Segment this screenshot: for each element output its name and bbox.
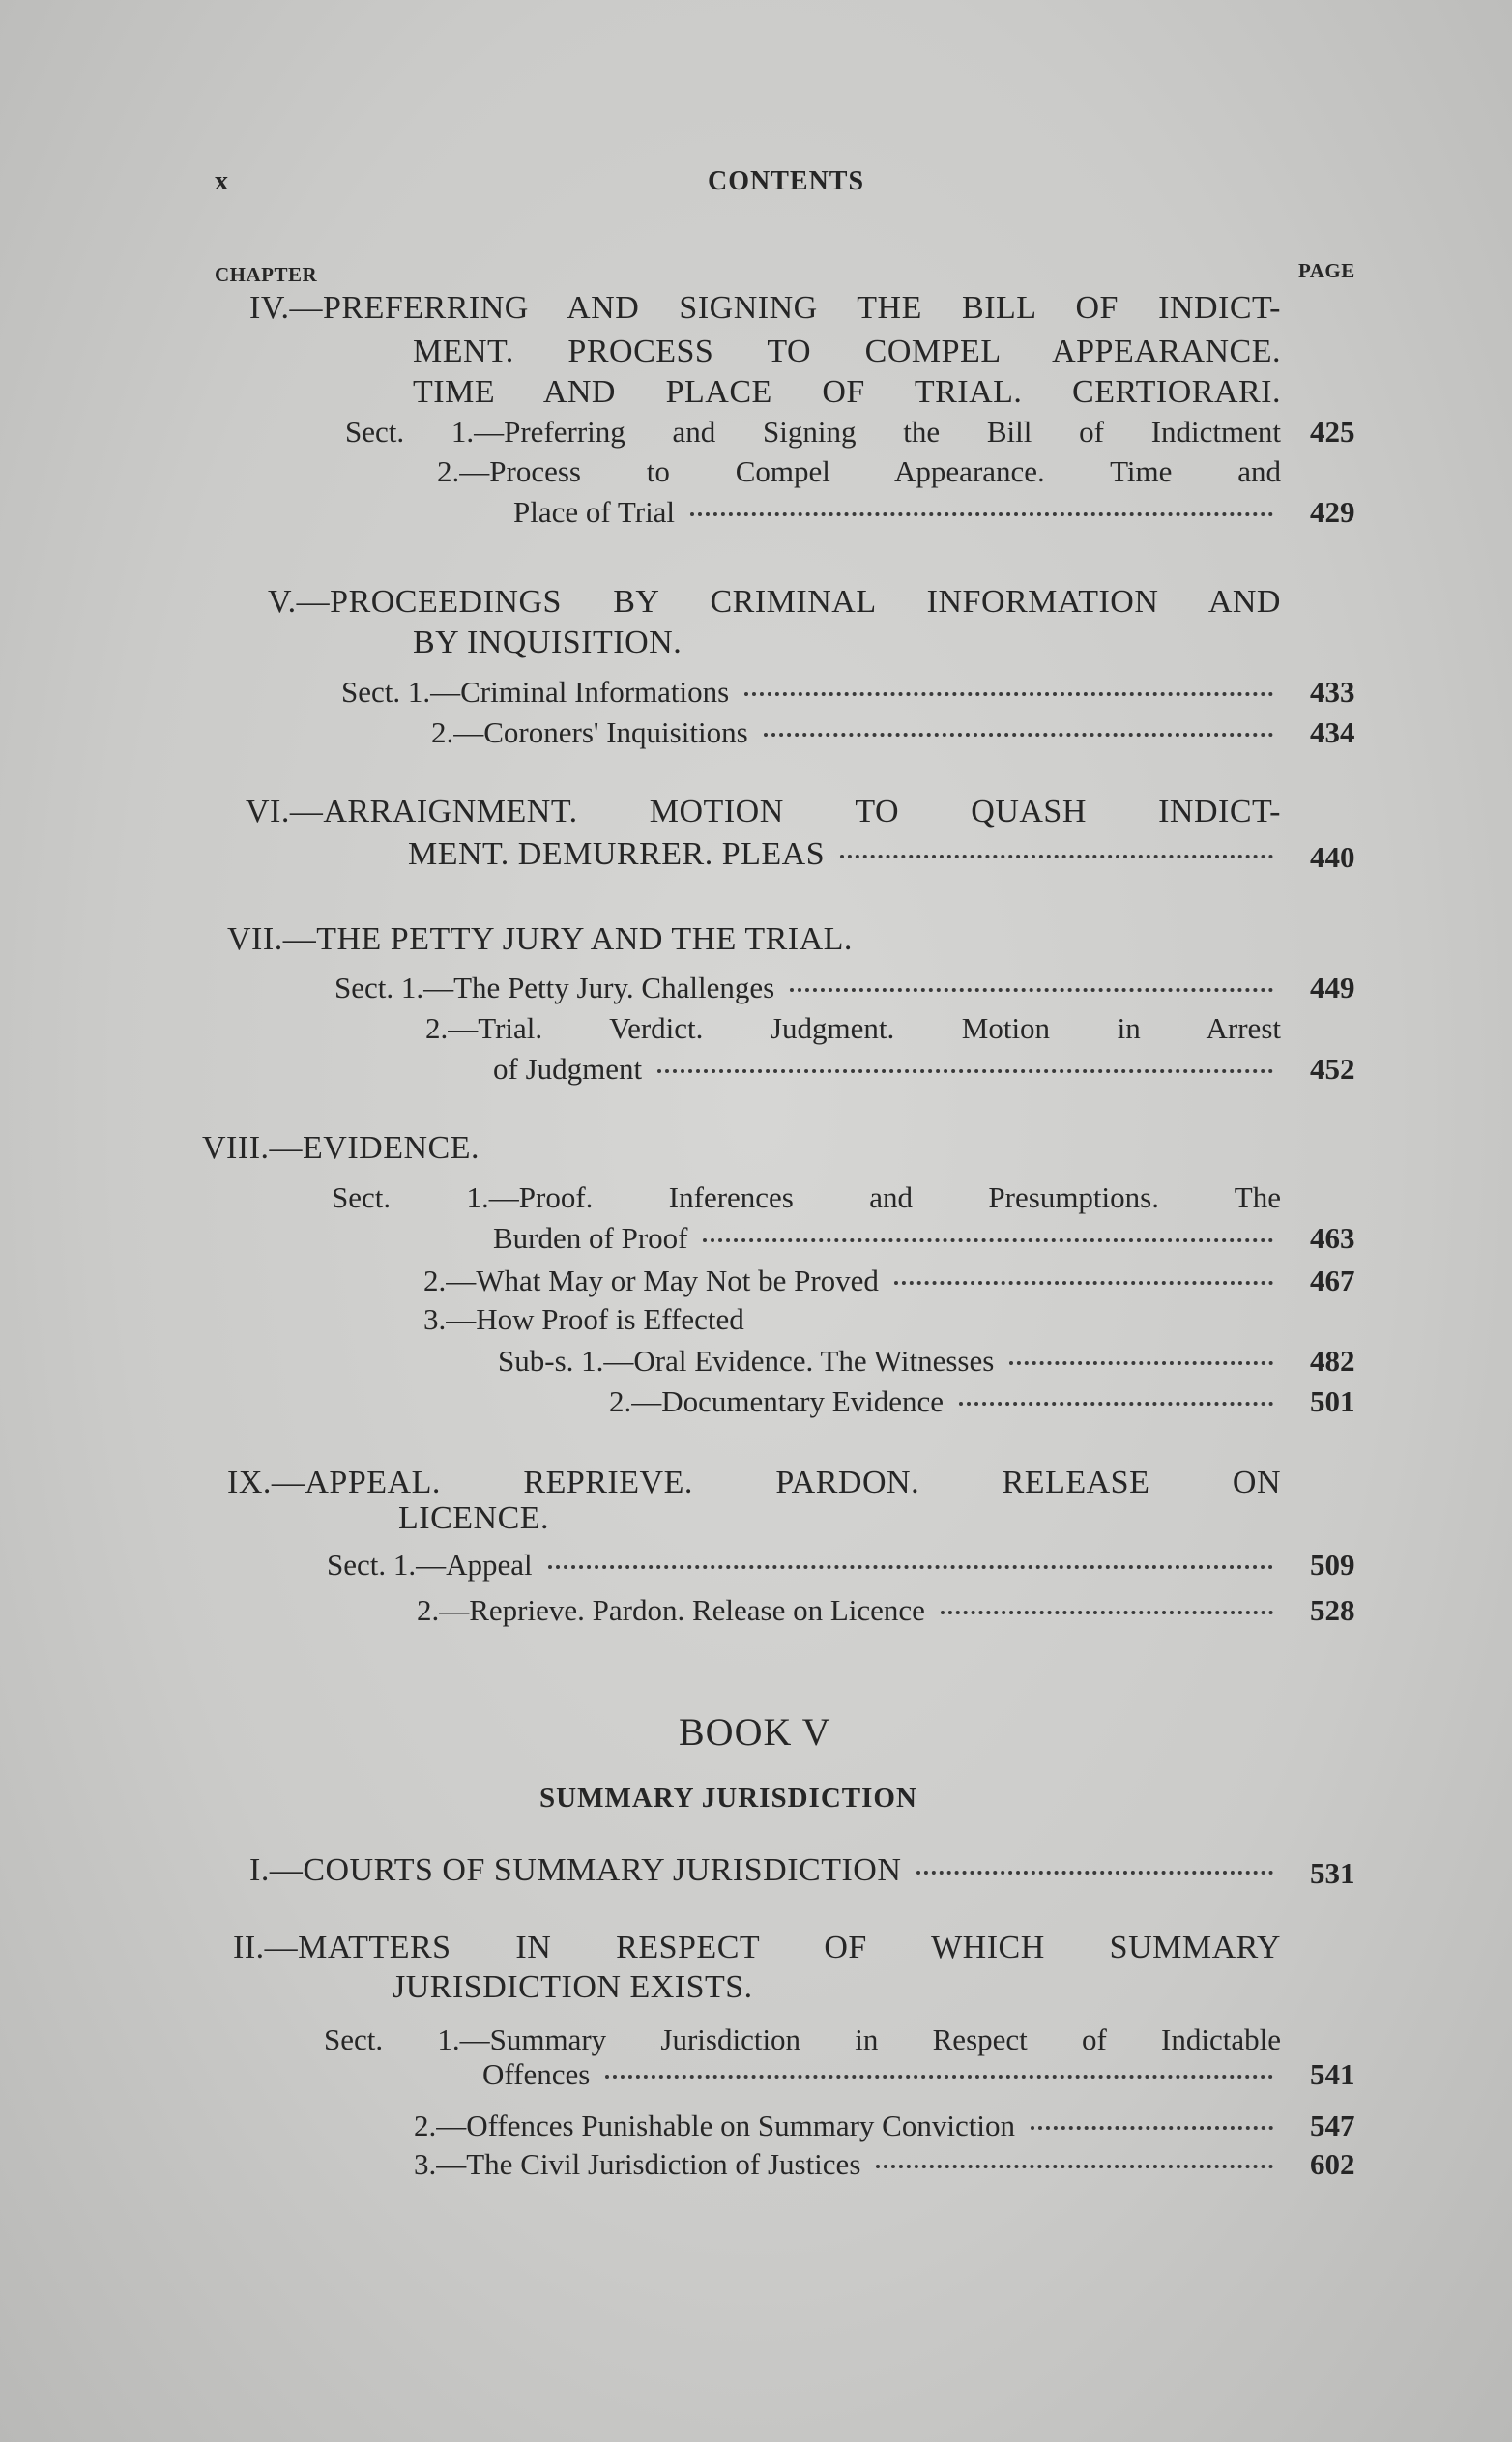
page-column-label: PAGE — [1298, 259, 1355, 282]
toc-page-number: 602 — [1310, 2147, 1355, 2181]
toc-section-line — [324, 2022, 1281, 2057]
toc-page-number: 449 — [1310, 971, 1355, 1004]
leader-dots — [1031, 2126, 1273, 2130]
book-subtitle: SUMMARY JURISDICTION — [539, 1783, 917, 1814]
book-title: BOOK V — [679, 1710, 831, 1754]
leader-dots — [790, 988, 1273, 992]
toc-section-line — [327, 1548, 1281, 1583]
toc-page-number: 434 — [1310, 715, 1355, 749]
toc-section-line — [437, 454, 1281, 489]
toc-entry-text: Offences — [482, 2057, 591, 2091]
leader-dots — [548, 1565, 1273, 1569]
toc-section-line — [493, 1221, 1281, 1256]
leader-dots — [605, 2075, 1273, 2079]
toc-entry-text: Sect. 1.—Proof. Inferences and Presumptions. The — [332, 1180, 1281, 1214]
toc-entry-text: 2.—Reprieve. Pardon. Release on Licence — [417, 1593, 925, 1627]
leader-dots — [959, 1402, 1273, 1406]
toc-section-line — [431, 715, 1281, 750]
leader-dots — [764, 733, 1273, 737]
leader-dots — [744, 692, 1273, 696]
toc-entry-text: BY INQUISITION. — [413, 625, 683, 660]
toc-chapter-line — [202, 1130, 1281, 1167]
running-title: CONTENTS — [708, 166, 865, 196]
toc-chapter-line — [249, 1852, 1281, 1889]
toc-page-number: 467 — [1310, 1264, 1355, 1297]
chapter-column-label: CHAPTER — [215, 263, 318, 286]
toc-entry-text: 3.—The Civil Jurisdiction of Justices — [414, 2147, 861, 2181]
toc-entry-text: 2.—Trial. Verdict. Judgment. Motion in Arrest — [425, 1011, 1281, 1045]
toc-page-number: 531 — [1310, 1856, 1355, 1890]
toc-entry-text: Sect. 1.—Criminal Informations — [341, 675, 730, 709]
leader-dots — [876, 2165, 1273, 2168]
toc-section-line — [332, 1180, 1281, 1215]
toc-section-line — [609, 1384, 1281, 1419]
toc-chapter-line — [233, 1930, 1281, 1966]
leader-dots — [703, 1238, 1273, 1242]
toc-page-number: 482 — [1310, 1344, 1355, 1378]
toc-chapter-line — [413, 334, 1281, 370]
toc-chapter-line — [413, 374, 1281, 411]
toc-chapter-line — [398, 1500, 1281, 1537]
toc-entry-text: IV.—PREFERRING AND SIGNING THE BILL OF INDICT- — [249, 290, 1281, 326]
toc-section-line — [425, 1011, 1281, 1046]
toc-section-line — [414, 2108, 1281, 2143]
toc-page-number: 509 — [1310, 1548, 1355, 1582]
leader-dots — [1009, 1361, 1273, 1365]
toc-section-line — [423, 1302, 1281, 1337]
toc-entry-text: Sect. 1.—Appeal — [327, 1548, 533, 1582]
toc-entry-text: Place of Trial — [513, 495, 676, 529]
toc-entry-text: LICENCE. — [398, 1500, 550, 1536]
toc-entry-text: 2.—Documentary Evidence — [609, 1384, 945, 1418]
toc-page-number: 501 — [1310, 1384, 1355, 1418]
toc-page-number: 429 — [1310, 495, 1355, 529]
toc-chapter-line — [249, 290, 1281, 327]
toc-page-number: 425 — [1310, 415, 1355, 449]
toc-entry-text: MENT. DEMURRER. PLEAS — [408, 836, 826, 872]
toc-entry-text: Burden of Proof — [493, 1221, 688, 1255]
toc-entry-text: IX.—APPEAL. REPRIEVE. PARDON. RELEASE ON — [227, 1465, 1281, 1500]
toc-entry-text: 2.—Coroners' Inquisitions — [431, 715, 748, 749]
toc-chapter-line — [227, 1465, 1281, 1501]
leader-dots — [894, 1281, 1273, 1285]
leader-dots — [916, 1871, 1273, 1875]
toc-page-number: 440 — [1310, 840, 1355, 874]
toc-page-number: 463 — [1310, 1221, 1355, 1255]
toc-section-line — [341, 675, 1281, 710]
toc-entry-text: V.—PROCEEDINGS BY CRIMINAL INFORMATION AND — [268, 584, 1281, 620]
toc-chapter-line — [246, 794, 1281, 830]
toc-entry-text: VIII.—EVIDENCE. — [202, 1130, 480, 1166]
toc-entry-text: Sect. 1.—Preferring and Signing the Bill of Indictment — [345, 415, 1281, 449]
toc-entry-text: 2.—What May or May Not be Proved — [423, 1264, 879, 1297]
toc-entry-text: II.—MATTERS IN RESPECT OF WHICH SUMMARY — [233, 1930, 1281, 1965]
leader-dots — [690, 512, 1273, 516]
toc-entry-text: 2.—Offences Punishable on Summary Conviction — [414, 2108, 1015, 2142]
leader-dots — [657, 1069, 1273, 1073]
toc-entry-text: JURISDICTION EXISTS. — [393, 1969, 753, 2005]
leader-dots — [840, 855, 1273, 858]
toc-chapter-line — [413, 625, 1281, 661]
toc-chapter-line — [408, 836, 1281, 873]
toc-entry-text: 2.—Process to Compel Appearance. Time and — [437, 454, 1281, 488]
toc-chapter-line — [393, 1969, 1281, 2006]
toc-section-line — [513, 495, 1281, 530]
toc-section-line — [482, 2057, 1281, 2092]
toc-entry-text: of Judgment — [493, 1052, 643, 1086]
page-numeral: x — [215, 166, 229, 196]
toc-entry-text: MENT. PROCESS TO COMPEL APPEARANCE. — [413, 334, 1281, 369]
toc-page-number: 433 — [1310, 675, 1355, 709]
toc-entry-text: VI.—ARRAIGNMENT. MOTION TO QUASH INDICT- — [246, 794, 1281, 829]
toc-chapter-line — [268, 584, 1281, 621]
toc-page-number: 528 — [1310, 1593, 1355, 1627]
toc-section-line — [345, 415, 1281, 450]
toc-chapter-line — [227, 921, 1281, 958]
toc-page-number: 547 — [1310, 2108, 1355, 2142]
toc-entry-text: Sect. 1.—The Petty Jury. Challenges — [334, 971, 775, 1004]
leader-dots — [941, 1611, 1273, 1614]
toc-entry-text: Sub-s. 1.—Oral Evidence. The Witnesses — [498, 1344, 995, 1378]
toc-section-line — [423, 1264, 1281, 1298]
toc-entry-text: I.—COURTS OF SUMMARY JURISDICTION — [249, 1852, 902, 1888]
toc-page-number: 541 — [1310, 2057, 1355, 2091]
toc-section-line — [334, 971, 1281, 1005]
toc-page-number: 452 — [1310, 1052, 1355, 1086]
toc-section-line — [417, 1593, 1281, 1628]
toc-entry-text: TIME AND PLACE OF TRIAL. CERTIORARI. — [413, 374, 1281, 410]
toc-entry-text: VII.—THE PETTY JURY AND THE TRIAL. — [227, 921, 853, 957]
toc-section-line — [498, 1344, 1281, 1379]
toc-entry-text: 3.—How Proof is Effected — [423, 1302, 744, 1336]
toc-section-line — [493, 1052, 1281, 1087]
toc-entry-text: Sect. 1.—Summary Jurisdiction in Respect of Indictable — [324, 2022, 1281, 2056]
toc-section-line — [414, 2147, 1281, 2182]
